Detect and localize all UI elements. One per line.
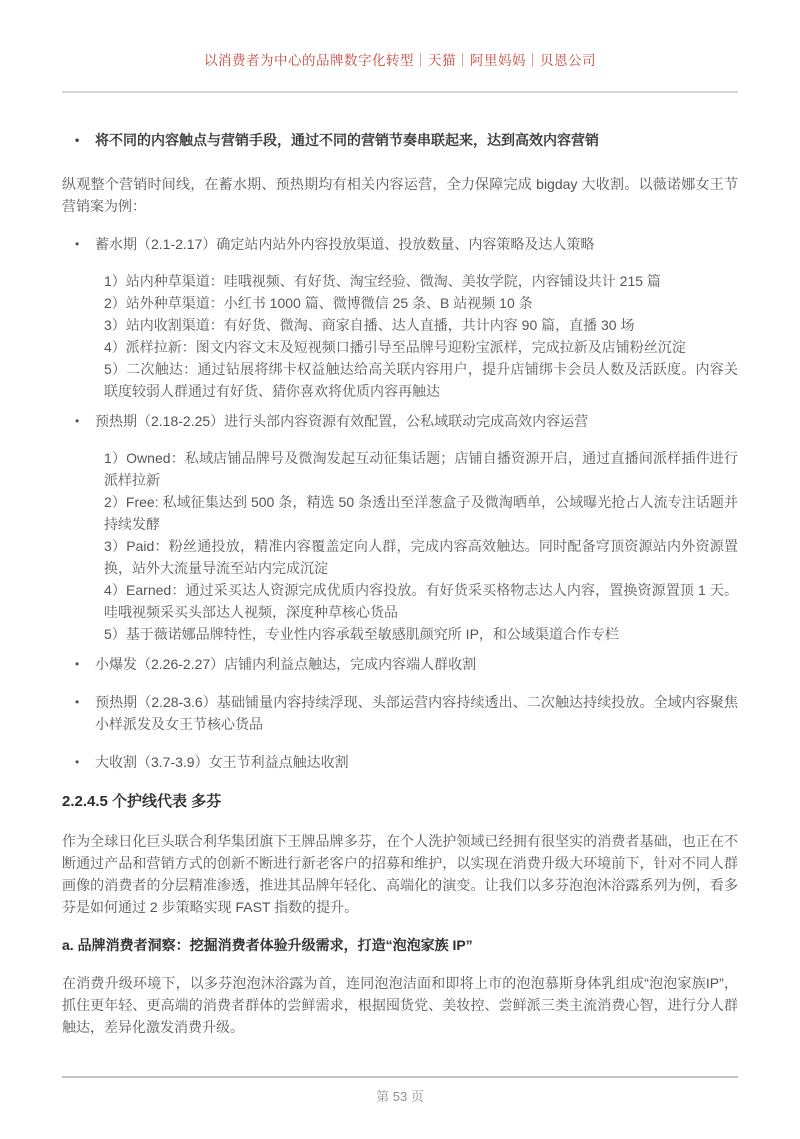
phase-label: 预热期（2.28-3.6）基础铺量内容持续浮现、头部运营内容持续透出、二次触达持续投放。全域内容聚焦小样派发及女王节核心货品 bbox=[95, 694, 738, 732]
phase-sub-item: 4）派样拉新：图文内容文末及短视频口播引导至品牌号迎粉宝派样，完成拉新及店铺粉丝沉淀 bbox=[104, 339, 686, 355]
header-divider bbox=[62, 91, 738, 93]
header-title: 以消费者为中心的品牌数字化转型｜天猫｜阿里妈妈｜贝恩公司 bbox=[204, 53, 596, 68]
phase-label: 预热期（2.18-2.25）进行头部内容资源有效配置，公私域联动完成高效内容运营 bbox=[95, 413, 589, 429]
phase-sub-list bbox=[104, 270, 738, 402]
phase-bullet-harvest bbox=[62, 751, 738, 773]
page-footer bbox=[62, 1076, 738, 1105]
phase-sub-item: 4）Earned：通过采买达人资源完成优质内容投放。有好货采买格物志达人内容，置换资源置顶 1 天。哇哦视频采买头部达人视频，深度种草核心货品 bbox=[104, 582, 738, 620]
phase-sub-item: 3）Paid：粉丝通投放，精准内容覆盖定向人群，完成内容高效触达。同时配备穹顶资源站内外资源置换，站外大流量导流至站内完成沉淀 bbox=[104, 538, 738, 576]
phase-sub-list bbox=[104, 447, 738, 645]
section-paragraph: 作为全球日化巨头联合利华集团旗下王牌品牌多芬，在个人洗护领域已经拥有很坚实的消费者基础，也正在不断通过产品和营销方式的创新不断进行新老客户的招募和维护，以实现在消费升级大环境前下，针对不同人群画像的消费者的分层精准渗透，推进其品牌年轻化、高端化的演变。让我们以多芬泡泡沐浴露系列为例，看多芬是如何通过 2 步策略实现 FAST 指数的提升。 bbox=[62, 833, 738, 915]
lead-bullet-text: 将不同的内容触点与营销手段，通过不同的营销节奏串联起来，达到高效内容营销 bbox=[95, 132, 599, 148]
phase-bullet-preheat bbox=[62, 410, 738, 432]
phase-sub-item: 2）Free: 私域征集达到 500 条，精选 50 条透出至洋葱盒子及微淘晒单，公域曝光抢占人流专注话题并持续发酵 bbox=[104, 494, 738, 532]
bullet-icon: • bbox=[75, 414, 80, 428]
bullet-icon: • bbox=[75, 695, 80, 709]
bullet-icon: • bbox=[75, 657, 80, 671]
phase-sub-item: 5）二次触达：通过钻展将绑卡权益触达给高关联内容用户，提升店铺绑卡会员人数及活跃度。内容关联度较弱人群通过有好货、猜你喜欢将优质内容再触达 bbox=[104, 361, 738, 399]
page-header bbox=[62, 0, 738, 93]
phase-bullet-preheat-2 bbox=[62, 691, 738, 735]
phase-sub-item: 3）站内收割渠道：有好货、微淘、商家自播、达人直播，共计内容 90 篇，直播 30 场 bbox=[104, 317, 635, 333]
phase-sub-item: 1）Owned：私域店铺品牌号及微淘发起互动征集话题；店铺自播资源开启，通过直播间派样插件进行派样拉新 bbox=[104, 450, 738, 488]
bullet-icon: • bbox=[75, 755, 80, 769]
phase-label: 蓄水期（2.1-2.17）确定站内站外内容投放渠道、投放数量、内容策略及达人策略 bbox=[95, 236, 595, 252]
phase-bullet-accumulation bbox=[62, 233, 738, 255]
sub-paragraph: 在消费升级环境下，以多芬泡泡沐浴露为首，连同泡泡洁面和即将上市的泡泡慕斯身体乳组成“泡泡家族IP”，抓住更年轻、更高端的消费者群体的尝鲜需求，根据囤货党、美妆控、尝鲜派三类主流消费心智，进行分人群触达，差异化激发消费升级。 bbox=[62, 975, 738, 1035]
phase-label: 大收割（3.7-3.9）女王节利益点触达收割 bbox=[95, 754, 349, 770]
intro-paragraph: 纵观整个营销时间线，在蓄水期、预热期均有相关内容运营，全力保障完成 bigday 大收割。以薇诺娜女王节营销案为例： bbox=[62, 176, 738, 214]
phase-bullet-burst bbox=[62, 653, 738, 675]
phase-sub-item: 1）站内种草渠道：哇哦视频、有好货、淘宝经验、微淘、美妆学院，内容铺设共计 215 篇 bbox=[104, 273, 661, 289]
phase-sub-item: 5）基于薇诺娜品牌特性，专业性内容承载至敏感肌颜究所 IP，和公域渠道合作专栏 bbox=[104, 626, 619, 642]
bullet-icon: • bbox=[75, 133, 80, 147]
footer-page-number: 第 53 页 bbox=[376, 1089, 424, 1104]
lead-bullet bbox=[62, 129, 738, 151]
phase-label: 小爆发（2.26-2.27）店铺内利益点触达，完成内容端人群收割 bbox=[95, 656, 477, 672]
sub-heading: a. 品牌消费者洞察：挖掘消费者体验升级需求，打造“泡泡家族 IP” bbox=[62, 937, 473, 953]
phase-sub-item: 2）站外种草渠道：小红书 1000 篇、微博微信 25 条、B 站视频 10 条 bbox=[104, 295, 533, 311]
bullet-icon: • bbox=[75, 237, 80, 251]
section-heading: 2.2.4.5 个护线代表 多芬 bbox=[62, 793, 222, 810]
footer-divider bbox=[62, 1076, 738, 1078]
